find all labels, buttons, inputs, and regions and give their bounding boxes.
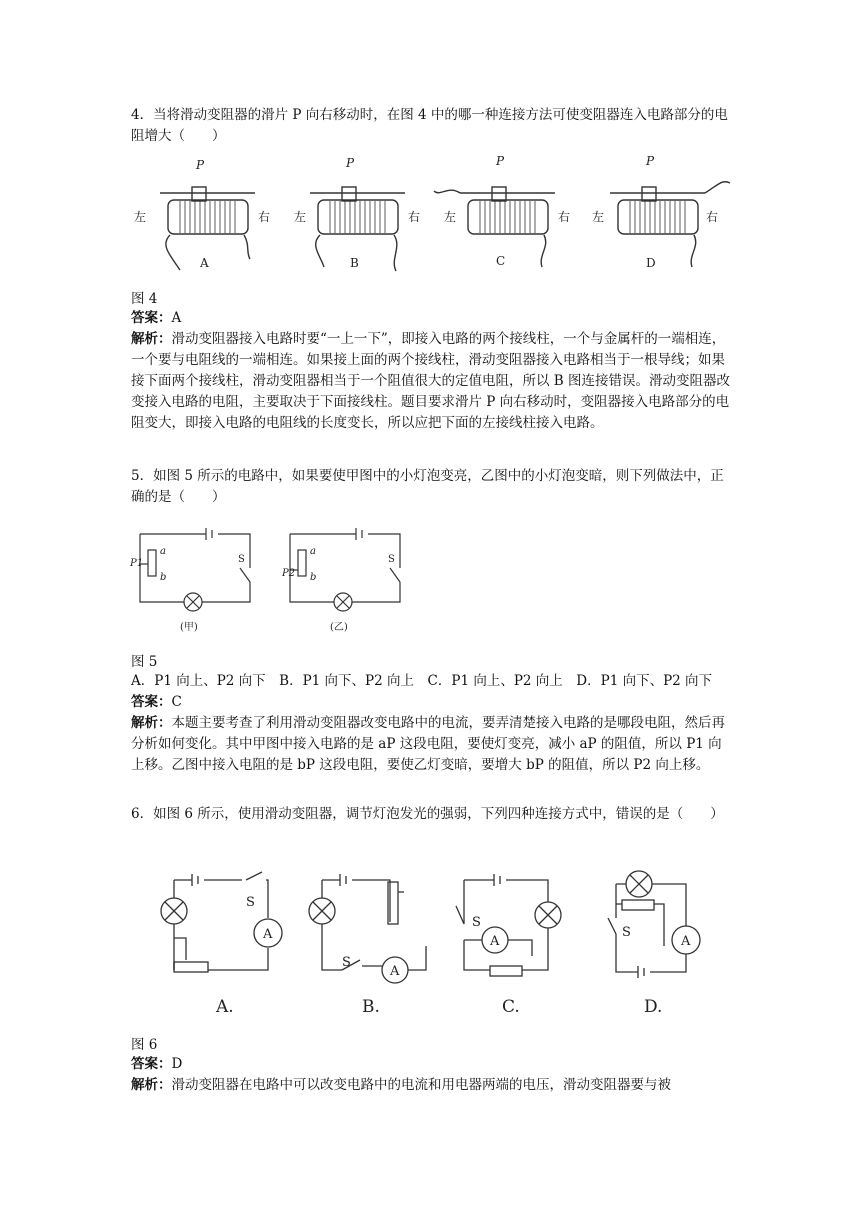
answer-label: 答案： (131, 310, 172, 326)
q5-answer (131, 692, 731, 713)
fig5-p1-label: P1 (130, 558, 144, 569)
fig4-left-label-a: 左 (134, 210, 147, 224)
fig6-option-b: B. (362, 997, 380, 1017)
fig5-s-label-jia: S (238, 554, 245, 565)
q5-options: A．P1 向上、P2 向下 B．P1 向下、P2 向上 C．P1 向上、P2 向上 D．P1 向下、P2 向下 (131, 673, 713, 689)
answer-value: C (171, 694, 182, 710)
fig5-b-label-jia: b (160, 572, 167, 583)
fig6-s-label-b: S (342, 955, 351, 970)
q6-answer (131, 1054, 731, 1075)
fig6-option-c: C. (502, 997, 520, 1017)
fig5-a-label-yi: a (310, 546, 316, 557)
fig6-ammeter-c: A (490, 934, 500, 949)
answer-value: A (171, 310, 182, 326)
figure-6-caption: 图 6 (131, 1037, 158, 1053)
fig6-option-a: A. (216, 997, 234, 1017)
fig4-right-label-a: 右 (258, 210, 271, 224)
fig6-ammeter-d: A (681, 934, 691, 949)
answer-label: 答案： (131, 1056, 172, 1072)
fig4-right-label-d: 右 (706, 210, 719, 224)
fig4-p-label-c: P (496, 155, 505, 168)
fig4-option-b: B (350, 256, 359, 270)
figure-5-caption: 图 5 (131, 654, 158, 670)
fig5-b-label-yi: b (310, 572, 317, 583)
fig6-s-label-d: S (622, 925, 631, 940)
fig4-p-label-d: P (646, 155, 655, 168)
fig6-s-label-a: S (246, 895, 255, 910)
q6-analysis (131, 1075, 731, 1096)
fig4-p-label-b: P (346, 156, 355, 170)
figure-4-caption: 图 4 (131, 291, 158, 307)
figure-6-circuits (150, 862, 710, 1017)
q4-answer (131, 308, 731, 329)
q4-analysis (131, 329, 731, 434)
fig4-left-label-c: 左 (444, 210, 457, 224)
fig5-jia-label: (甲) (180, 622, 198, 633)
fig4-right-label-c: 右 (558, 210, 571, 224)
analysis-label: 解析： (131, 331, 172, 347)
fig5-p2-label: P2 (282, 568, 296, 579)
fig4-option-d: D (646, 256, 656, 270)
figure-4-rheostats (130, 155, 730, 275)
answer-value: D (171, 1056, 183, 1072)
fig6-ammeter-b: A (390, 964, 400, 979)
fig4-right-label-b: 右 (408, 210, 421, 224)
q5-stem: 5．如图 5 所示的电路中，如果要使甲图中的小灯泡变亮，乙图中的小灯泡变暗，则下列做法中，正确的是（ ） (131, 468, 724, 505)
answer-label: 答案： (131, 694, 172, 710)
analysis-label: 解析： (131, 1077, 172, 1093)
analysis-text: 滑动变阻器接入电路时要“一上一下”，即接入电路的两个接线柱，一个与金属杆的一端相连，一个要与电阻线的一端相连。如果接上面的两个接线柱，滑动变阻器接入电路相当于一根导线；如果接下面两个接线柱，滑动变阻器相当于一个阻值很大的定值电阻，所以 B 图连接错误。滑动变阻器改变接入电路的电阻，主要取决于下面接线柱。题目要求滑片 P 向右移动时，变阻器接入电路部分的电阻变大，即接入电路的电阻线的长度变长，所以应把下面的左接线柱接入电路。 (131, 331, 731, 431)
fig4-left-label-b: 左 (294, 210, 307, 224)
fig6-s-label-c: S (472, 915, 481, 930)
fig4-left-label-d: 左 (592, 210, 605, 224)
q5-analysis (131, 713, 731, 776)
fig6-option-d: D. (644, 997, 663, 1017)
q6-stem: 6．如图 6 所示，使用滑动变阻器，调节灯泡发光的强弱，下列四种连接方式中，错误的是（ ） (131, 806, 724, 822)
analysis-label: 解析： (131, 715, 172, 731)
figure-5-circuits (128, 520, 428, 640)
fig4-p-label-a: P (196, 158, 205, 172)
fig6-ammeter-a: A (263, 927, 273, 942)
fig4-option-c: C (496, 254, 506, 268)
fig5-yi-label: (乙) (330, 622, 348, 633)
fig5-a-label-jia: a (160, 546, 166, 557)
fig5-s-label-yi: S (388, 554, 395, 565)
analysis-text: 滑动变阻器在电路中可以改变电路中的电流和用电器两端的电压，滑动变阻器要与被 (171, 1077, 671, 1093)
analysis-text: 本题主要考查了利用滑动变阻器改变电路中的电流，要弄清楚接入电路的是哪段电阻，然后再分析如何变化。其中甲图中接入电路的是 aP 这段电阻，要使灯变亮，减小 aP 的阻值，所以 P1 向上移。乙图中接入电阻的是 bP 这段电阻，要使乙灯变暗，要增大 bP 的阻值，所以 P2 向上移。 (131, 715, 725, 773)
q4-stem: 4．当将滑动变阻器的滑片 P 向右移动时，在图 4 中的哪一种连接方法可使变阻器连入电路部分的电阻增大（ ） (131, 107, 728, 144)
fig4-option-a: A (200, 256, 209, 270)
